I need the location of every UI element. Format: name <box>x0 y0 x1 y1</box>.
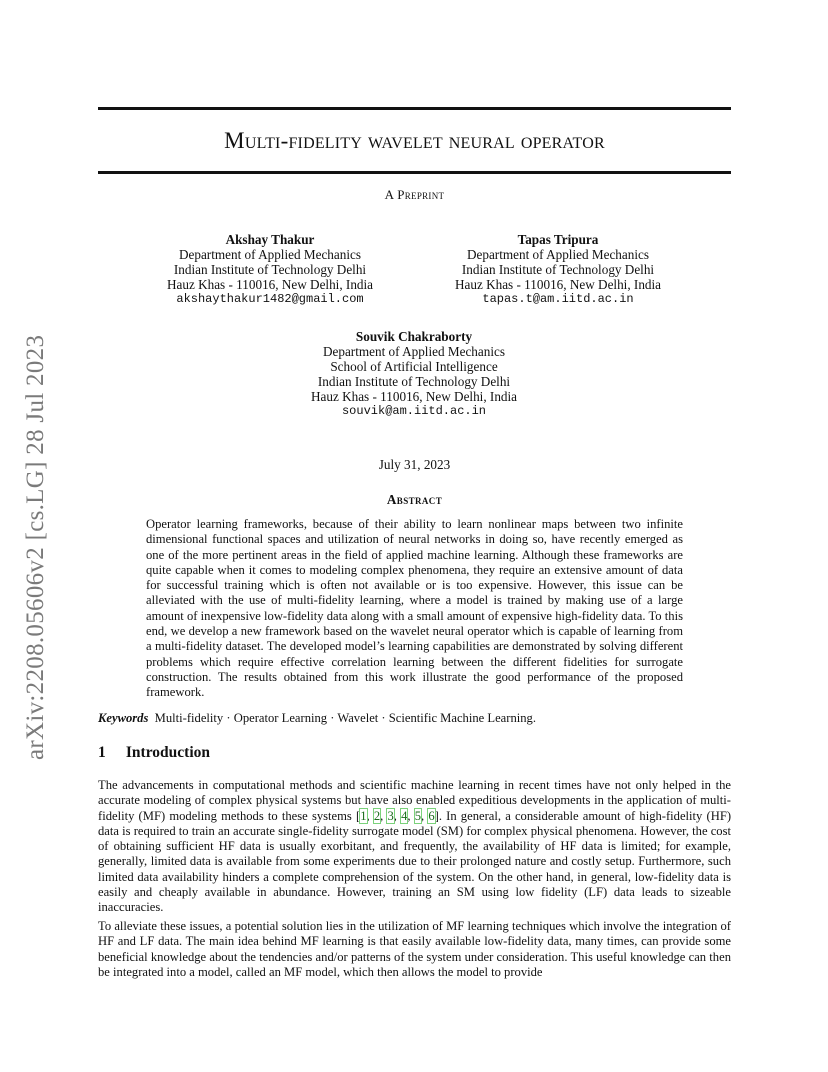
author-block <box>155 232 385 307</box>
author-email[interactable]: akshaythakur1482@gmail.com <box>176 292 364 306</box>
author-name: Tapas Tripura <box>517 232 599 247</box>
author-block <box>299 329 529 419</box>
abstract-heading: Abstract <box>386 492 443 507</box>
title-rule-top <box>98 107 731 110</box>
paragraph-text: The advancements in computational methods and scientific machine learning in recent times have not only helped in the accurate modeling of complex physical systems but have also enabled expeditious developments in the application of multi-fidelity (MF) modeling methods to these systems [ <box>98 778 731 823</box>
author-affiliation: Department of Applied Mechanics <box>322 344 505 359</box>
section-title: Introduction <box>125 744 210 761</box>
author-affiliation: Indian Institute of Technology Delhi <box>461 262 655 277</box>
section-number: 1 <box>98 744 106 761</box>
author-affiliation: Hauz Khas - 110016, New Delhi, India <box>310 389 518 404</box>
keywords-text: Multi-fidelity · Operator Learning · Wavelet · Scientific Machine Learning. <box>154 711 536 725</box>
intro-paragraph-1: The advancements in computational methods and scientific machine learning in recent times have not only helped in the accurate modeling of complex physical systems but have also enabled expeditious developments in the application of multi-fidelity (MF) modeling methods to these systems [1, 2, 3, 4, 5, 6]. In general, a considerable amount of high-fidelity (HF) data is required to train an accurate single-fidelity surrogate model (SM) for complex physical phenomena. However, the cost of obtaining sufficient HF data is usually exorbitant, and frequently, the availability of HF data is limited; for example, generally, limited data is available from some experiments due to their prolonged nature and costly setup. Furthermore, such limited data availability hinders a complete comprehension of the system. On the other hand, in general, low-fidelity data is easily and cheaply available in abundance. However, training an SM using low fidelity (LF) data leads to sizeable inaccuracies. <box>98 778 732 915</box>
author-affiliation: Hauz Khas - 110016, New Delhi, India <box>166 277 374 292</box>
citation-link[interactable]: 6 <box>428 808 435 823</box>
author-affiliation: Department of Applied Mechanics <box>178 247 361 262</box>
citation-link[interactable]: 5 <box>414 808 421 823</box>
author-affiliation: Hauz Khas - 110016, New Delhi, India <box>454 277 662 292</box>
citation-link[interactable]: 4 <box>401 808 408 823</box>
citation-link[interactable]: 1 <box>360 808 367 823</box>
author-affiliation: School of Artificial Intelligence <box>330 359 498 374</box>
author-block <box>443 232 673 307</box>
arxiv-stamp: arXiv:2208.05606v2 [cs.LG] 28 Jul 2023 <box>22 334 49 760</box>
author-name: Akshay Thakur <box>225 232 315 247</box>
section-heading <box>98 744 731 762</box>
abstract-text: Operator learning frameworks, because of their ability to learn nonlinear maps between two infinite dimensional functional spaces and utilization of neural networks in doing so, have recently emerged as one of the more pertinent areas in the field of applied machine learning. Although these frameworks are quite capable when it comes to modeling complex phenomena, they require an extensive amount of data for successful training which is often not available or is too expensive. However, this issue can be alleviated with the use of multi-fidelity learning, where a model is trained by making use of a large amount of inexpensive low-fidelity data along with a small amount of expensive high-fidelity data. To this end, we develop a new framework based on the wavelet neural operator which is capable of learning from a multi-fidelity dataset. The developed model’s learning capabilities are demonstrated by solving different problems which require effective correlation learning between the different fidelities for surrogate construction. The results obtained from this work illustrate the good performance of the proposed framework. <box>146 517 683 700</box>
keywords-label: Keywords <box>98 711 149 725</box>
keywords-line <box>98 711 731 726</box>
author-name: Souvik Chakraborty <box>355 329 473 344</box>
author-affiliation: Indian Institute of Technology Delhi <box>173 262 367 277</box>
citation-link[interactable]: 3 <box>387 808 394 823</box>
paragraph-text: ]. In general, a considerable amount of high-fidelity (HF) data is required to train an accurate single-fidelity surrogate model (SM) for complex physical phenomena. However, the cost of obtaining sufficient HF data is usually exorbitant, and frequently, the availability of HF data is limited; for example, generally, limited data is available from some experiments due to their prolonged nature and costly setup. Furthermore, such limited data availability hinders a complete comprehension of the system. On the other hand, in general, low-fidelity data is easily and cheaply available in abundance. However, training an SM using low fidelity (LF) data leads to sizeable inaccuracies. <box>98 808 732 915</box>
citation-link[interactable]: 2 <box>373 808 381 823</box>
paper-title: Multi-fidelity wavelet neural operator <box>224 128 605 153</box>
author-email[interactable]: souvik@am.iitd.ac.in <box>341 404 487 418</box>
intro-paragraph-2: To alleviate these issues, a potential solution lies in the utilization of MF learning techniques which involve the integration of HF and LF data. The main idea behind MF learning is that easily available low-fidelity data, many times, can provide some beneficial knowledge about the tendencies and/or patterns of the system under consideration. This useful knowledge can then be integrated into a model, called an MF model, which then allows the model to provide <box>98 919 731 979</box>
author-affiliation: Indian Institute of Technology Delhi <box>317 374 511 389</box>
author-email[interactable]: tapas.t@am.iitd.ac.in <box>482 292 634 306</box>
author-affiliation: Department of Applied Mechanics <box>466 247 649 262</box>
preprint-label: A Preprint <box>384 187 445 202</box>
paper-date: July 31, 2023 <box>378 457 451 472</box>
title-rule-bottom <box>98 171 731 174</box>
